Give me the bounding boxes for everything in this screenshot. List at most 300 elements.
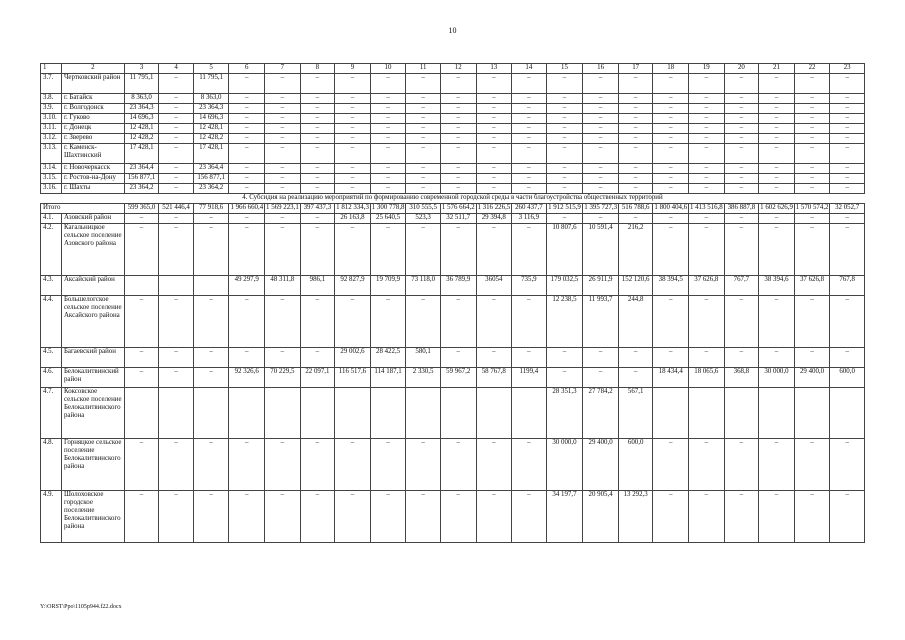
table-cell: 397 437,3: [300, 204, 335, 214]
table-cell: 114 187,1: [370, 368, 406, 388]
table-row: [41, 368, 865, 388]
table-cell: –: [618, 368, 653, 388]
table-cell: 11 795,1: [193, 74, 229, 94]
table-cell: –: [370, 134, 406, 144]
table-cell: –: [229, 94, 265, 104]
table-cell: 59 967,2: [440, 368, 476, 388]
table-cell: –: [476, 174, 512, 184]
table-cell: –: [546, 368, 583, 388]
table-cell: 38 394,6: [759, 276, 795, 296]
table-cell: –: [476, 124, 512, 134]
table-cell: –: [265, 296, 301, 348]
table-cell: –: [724, 184, 759, 194]
table-cell: –: [406, 124, 441, 134]
table-cell: –: [653, 224, 689, 276]
table-cell: [159, 388, 194, 439]
table-cell: –: [124, 439, 159, 491]
table-cell: г. Донецк: [61, 124, 124, 134]
table-cell: 567,1: [618, 388, 653, 439]
table-cell: –: [159, 296, 194, 348]
table-cell: –: [406, 174, 441, 184]
table-cell: –: [229, 439, 265, 491]
table-cell: –: [759, 214, 795, 224]
table-cell: 1 300 778,8: [370, 204, 406, 214]
table-row: [41, 134, 865, 144]
table-cell: 12: [440, 64, 476, 74]
table-cell: 8 363,0: [124, 94, 159, 104]
table-cell: 21: [759, 64, 795, 74]
table-cell: 14: [512, 64, 547, 74]
table-cell: –: [193, 214, 229, 224]
table-cell: –: [546, 144, 583, 164]
total-label: Итого: [41, 204, 125, 214]
table-cell: 310 555,5: [406, 204, 441, 214]
table-cell: –: [546, 174, 583, 184]
table-cell: 3.14.: [41, 164, 62, 174]
table-cell: –: [229, 114, 265, 124]
table-cell: –: [229, 296, 265, 348]
table-cell: –: [335, 134, 371, 144]
table-cell: –: [229, 214, 265, 224]
table-cell: [370, 388, 406, 439]
table-cell: 5: [193, 64, 229, 74]
table-cell: 1 570 574,2: [794, 204, 830, 214]
table-cell: 73 118,0: [406, 276, 441, 296]
table-cell: 30 000,0: [759, 368, 795, 388]
table-cell: –: [794, 348, 830, 368]
table-cell: 179 032,5: [546, 276, 583, 296]
table-cell: –: [229, 104, 265, 114]
table-cell: Белокалитвинский район: [61, 368, 124, 388]
table-cell: –: [689, 164, 725, 174]
table-cell: –: [583, 144, 619, 164]
table-cell: –: [512, 174, 547, 184]
table-cell: 38 394,5: [653, 276, 689, 296]
table-cell: –: [335, 296, 371, 348]
table-cell: 4.1.: [41, 214, 62, 224]
table-cell: 3.13.: [41, 144, 62, 164]
table-cell: –: [512, 134, 547, 144]
table-cell: –: [335, 104, 371, 114]
table-row: [41, 164, 865, 174]
table-cell: –: [546, 104, 583, 114]
table-cell: –: [830, 491, 865, 543]
table-cell: –: [476, 224, 512, 276]
table-cell: 4.6.: [41, 368, 62, 388]
table-cell: –: [370, 491, 406, 543]
table-cell: 18 434,4: [653, 368, 689, 388]
table-cell: 1 413 516,8: [689, 204, 725, 214]
table-cell: –: [512, 94, 547, 104]
table-cell: –: [583, 124, 619, 134]
table-cell: –: [724, 124, 759, 134]
table-row: [41, 491, 865, 543]
table-cell: 1 602 626,9: [759, 204, 795, 214]
table-cell: –: [265, 348, 301, 368]
table-row: [41, 104, 865, 114]
table-cell: –: [583, 368, 619, 388]
table-cell: 7: [265, 64, 301, 74]
table-cell: г. Гуково: [61, 114, 124, 124]
table-cell: –: [229, 74, 265, 94]
table-cell: –: [476, 439, 512, 491]
table-cell: –: [830, 184, 865, 194]
table-row: [41, 276, 865, 296]
table-cell: –: [512, 296, 547, 348]
table-cell: –: [689, 184, 725, 194]
table-cell: –: [689, 104, 725, 114]
table-cell: –: [583, 74, 619, 94]
table-cell: 152 120,6: [618, 276, 653, 296]
table-cell: –: [830, 214, 865, 224]
table-cell: 386 887,8: [724, 204, 759, 214]
table-cell: –: [300, 164, 335, 174]
table-cell: –: [440, 164, 476, 174]
table-cell: –: [370, 104, 406, 114]
table-cell: –: [159, 491, 194, 543]
table-cell: г. Ростов-на-Дону: [61, 174, 124, 184]
table-cell: –: [300, 144, 335, 164]
table-cell: 8: [300, 64, 335, 74]
table-cell: –: [406, 104, 441, 114]
table-cell: 1: [41, 64, 62, 74]
table-cell: 10 591,4: [583, 224, 619, 276]
table-cell: 1199,4: [512, 368, 547, 388]
table-cell: –: [546, 214, 583, 224]
table-cell: 18: [653, 64, 689, 74]
table-cell: –: [440, 296, 476, 348]
table-cell: –: [830, 144, 865, 164]
table-cell: –: [794, 74, 830, 94]
table-cell: [689, 388, 725, 439]
table-cell: –: [583, 104, 619, 114]
table-cell: –: [406, 296, 441, 348]
table-cell: –: [406, 94, 441, 104]
table-cell: 1 800 404,6: [653, 204, 689, 214]
table-row: [41, 348, 865, 368]
table-cell: –: [370, 114, 406, 124]
table-cell: –: [689, 114, 725, 124]
table-cell: 156 877,1: [193, 174, 229, 184]
table-cell: г. Каменск-Шахтинский: [61, 144, 124, 164]
table-cell: [830, 388, 865, 439]
table-cell: –: [618, 214, 653, 224]
table-cell: –: [159, 124, 194, 134]
table-cell: [794, 388, 830, 439]
table-cell: –: [794, 174, 830, 184]
table-cell: –: [193, 439, 229, 491]
table-cell: 23 364,3: [124, 104, 159, 114]
table-cell: –: [335, 94, 371, 104]
table-cell: –: [124, 348, 159, 368]
table-cell: –: [265, 124, 301, 134]
table-cell: –: [512, 124, 547, 134]
table-cell: –: [229, 491, 265, 543]
table-cell: –: [512, 74, 547, 94]
table-cell: 1 316 226,5: [476, 204, 512, 214]
subsidy-table: [40, 63, 865, 543]
table-cell: 25 640,5: [370, 214, 406, 224]
table-cell: [335, 388, 371, 439]
table-cell: –: [583, 214, 619, 224]
file-path: Y:\ORST\Ppo\1105p944.f22.docx: [40, 604, 122, 610]
table-row: [41, 184, 865, 194]
table-cell: –: [689, 94, 725, 104]
table-cell: –: [476, 491, 512, 543]
table-cell: –: [724, 296, 759, 348]
table-cell: –: [335, 124, 371, 134]
table-cell: –: [159, 144, 194, 164]
table-cell: 36054: [476, 276, 512, 296]
table-cell: [159, 276, 194, 296]
table-cell: –: [794, 164, 830, 174]
table-cell: –: [794, 214, 830, 224]
table-cell: –: [689, 224, 725, 276]
table-cell: –: [512, 184, 547, 194]
table-cell: –: [653, 94, 689, 104]
table-cell: –: [583, 94, 619, 104]
table-cell: 13: [476, 64, 512, 74]
table-cell: –: [653, 348, 689, 368]
table-cell: 22: [794, 64, 830, 74]
table-cell: –: [335, 184, 371, 194]
table-cell: –: [724, 164, 759, 174]
table-cell: 4: [159, 64, 194, 74]
table-cell: –: [618, 114, 653, 124]
table-cell: –: [300, 214, 335, 224]
table-cell: –: [229, 164, 265, 174]
table-row: [41, 114, 865, 124]
table-cell: 19 709,9: [370, 276, 406, 296]
table-cell: –: [440, 134, 476, 144]
table-cell: –: [335, 224, 371, 276]
table-cell: –: [583, 114, 619, 124]
table-cell: –: [794, 124, 830, 134]
table-cell: 12 238,5: [546, 296, 583, 348]
table-cell: –: [653, 104, 689, 114]
table-cell: –: [300, 296, 335, 348]
table-cell: –: [618, 174, 653, 184]
table-cell: 20 905,4: [583, 491, 619, 543]
table-cell: 23 364,4: [124, 164, 159, 174]
table-cell: –: [406, 134, 441, 144]
table-cell: 17: [618, 64, 653, 74]
table-cell: 23 364,2: [124, 184, 159, 194]
table-cell: 9: [335, 64, 371, 74]
table-cell: [512, 388, 547, 439]
table-cell: –: [300, 114, 335, 124]
table-cell: 28 422,5: [370, 348, 406, 368]
table-cell: –: [406, 224, 441, 276]
table-cell: –: [335, 164, 371, 174]
table-cell: –: [759, 174, 795, 184]
table-cell: –: [406, 491, 441, 543]
table-cell: –: [193, 296, 229, 348]
table-cell: –: [440, 74, 476, 94]
section-title: 4. Субсидия на реализацию мероприятий по формированию современной городской среды в части благоустройства общественных территорий: [41, 194, 865, 204]
table-row: [41, 124, 865, 134]
table-cell: –: [370, 174, 406, 184]
table-cell: –: [830, 124, 865, 134]
table-cell: –: [335, 491, 371, 543]
table-cell: –: [759, 104, 795, 114]
table-cell: –: [476, 144, 512, 164]
table-cell: 3.10.: [41, 114, 62, 124]
table-cell: 260 437,7: [512, 204, 547, 214]
table-cell: –: [159, 224, 194, 276]
table-cell: –: [370, 164, 406, 174]
table-cell: 26 163,8: [335, 214, 371, 224]
table-row: [41, 296, 865, 348]
table-cell: 3.7.: [41, 74, 62, 94]
table-cell: –: [440, 114, 476, 124]
table-cell: –: [759, 144, 795, 164]
table-cell: –: [759, 296, 795, 348]
table-cell: 30 000,0: [546, 439, 583, 491]
table-cell: –: [370, 94, 406, 104]
table-cell: 4.9.: [41, 491, 62, 543]
table-cell: –: [370, 439, 406, 491]
table-cell: –: [406, 439, 441, 491]
table-cell: –: [512, 164, 547, 174]
table-cell: 22 097,1: [300, 368, 335, 388]
table-cell: –: [830, 224, 865, 276]
table-cell: –: [546, 114, 583, 124]
table-cell: –: [618, 164, 653, 174]
table-cell: –: [689, 144, 725, 164]
table-cell: –: [546, 74, 583, 94]
table-cell: 29 400,0: [583, 439, 619, 491]
table-cell: 1 395 727,3: [583, 204, 619, 214]
table-cell: [440, 388, 476, 439]
table-cell: –: [830, 164, 865, 174]
table-cell: –: [440, 94, 476, 104]
table-cell: –: [159, 104, 194, 114]
table-cell: –: [300, 134, 335, 144]
table-cell: [476, 388, 512, 439]
table-cell: –: [512, 439, 547, 491]
table-cell: –: [440, 348, 476, 368]
table-cell: –: [476, 104, 512, 114]
table-cell: –: [229, 348, 265, 368]
table-cell: 4.8.: [41, 439, 62, 491]
table-cell: –: [193, 491, 229, 543]
table-cell: 516 788,6: [618, 204, 653, 214]
table-cell: –: [653, 491, 689, 543]
table-cell: –: [618, 134, 653, 144]
table-cell: –: [300, 174, 335, 184]
table-cell: 20: [724, 64, 759, 74]
table-cell: –: [546, 94, 583, 104]
table-cell: –: [653, 296, 689, 348]
table-cell: –: [653, 184, 689, 194]
table-cell: –: [300, 491, 335, 543]
table-cell: –: [265, 184, 301, 194]
table-cell: –: [724, 491, 759, 543]
table-row: [41, 144, 865, 164]
table-cell: –: [653, 144, 689, 164]
table-cell: –: [265, 114, 301, 124]
table-cell: –: [406, 114, 441, 124]
table-cell: 116 517,6: [335, 368, 371, 388]
table-cell: 767,8: [830, 276, 865, 296]
table-cell: 70 229,5: [265, 368, 301, 388]
table-cell: –: [724, 174, 759, 184]
table-cell: [724, 388, 759, 439]
table-cell: –: [794, 491, 830, 543]
table-cell: –: [300, 439, 335, 491]
table-cell: 27 784,2: [583, 388, 619, 439]
table-cell: 4.3.: [41, 276, 62, 296]
table-cell: 10: [370, 64, 406, 74]
table-cell: –: [440, 144, 476, 164]
table-cell: –: [724, 134, 759, 144]
table-cell: –: [159, 368, 194, 388]
table-cell: [229, 388, 265, 439]
table-cell: –: [476, 94, 512, 104]
table-cell: Азовский район: [61, 214, 124, 224]
table-cell: –: [830, 104, 865, 114]
table-cell: 3.8.: [41, 94, 62, 104]
table-cell: –: [759, 184, 795, 194]
total-row: [41, 204, 865, 214]
table-cell: –: [265, 94, 301, 104]
table-cell: –: [440, 174, 476, 184]
table-cell: 14 696,3: [124, 114, 159, 124]
table-cell: –: [653, 164, 689, 174]
table-cell: –: [229, 124, 265, 134]
table-cell: Коксовское сельское поселение Белокалитвинского района: [61, 388, 124, 439]
table-cell: 18 065,6: [689, 368, 725, 388]
table-cell: –: [159, 94, 194, 104]
table-cell: –: [618, 94, 653, 104]
table-cell: 4.2.: [41, 224, 62, 276]
table-cell: 34 197,7: [546, 491, 583, 543]
table-cell: –: [124, 491, 159, 543]
table-cell: –: [159, 184, 194, 194]
table-cell: 11 993,7: [583, 296, 619, 348]
table-cell: –: [512, 224, 547, 276]
table-cell: –: [370, 296, 406, 348]
table-cell: –: [476, 134, 512, 144]
table-row: [41, 74, 865, 94]
table-cell: –: [370, 74, 406, 94]
table-row: [41, 439, 865, 491]
table-cell: –: [830, 296, 865, 348]
table-cell: –: [370, 144, 406, 164]
table-cell: 58 767,8: [476, 368, 512, 388]
table-row: [41, 94, 865, 104]
table-cell: 3.12.: [41, 134, 62, 144]
table-cell: –: [229, 144, 265, 164]
table-cell: –: [335, 114, 371, 124]
table-cell: –: [512, 104, 547, 114]
table-cell: 23 364,3: [193, 104, 229, 114]
column-header-row: [41, 64, 865, 74]
table-cell: 3.16.: [41, 184, 62, 194]
table-cell: 11 795,1: [124, 74, 159, 94]
table-cell: 32 052,7: [830, 204, 865, 214]
table-cell: –: [583, 134, 619, 144]
table-cell: –: [265, 439, 301, 491]
table-cell: 4.4.: [41, 296, 62, 348]
table-cell: [265, 388, 301, 439]
table-cell: Кагальницкое сельское поселение Азовского района: [61, 224, 124, 276]
table-cell: –: [724, 104, 759, 114]
table-cell: Шолоховское городское поселение Белокалитвинского района: [61, 491, 124, 543]
table-cell: г. Зверево: [61, 134, 124, 144]
table-cell: 599 365,0: [124, 204, 159, 214]
